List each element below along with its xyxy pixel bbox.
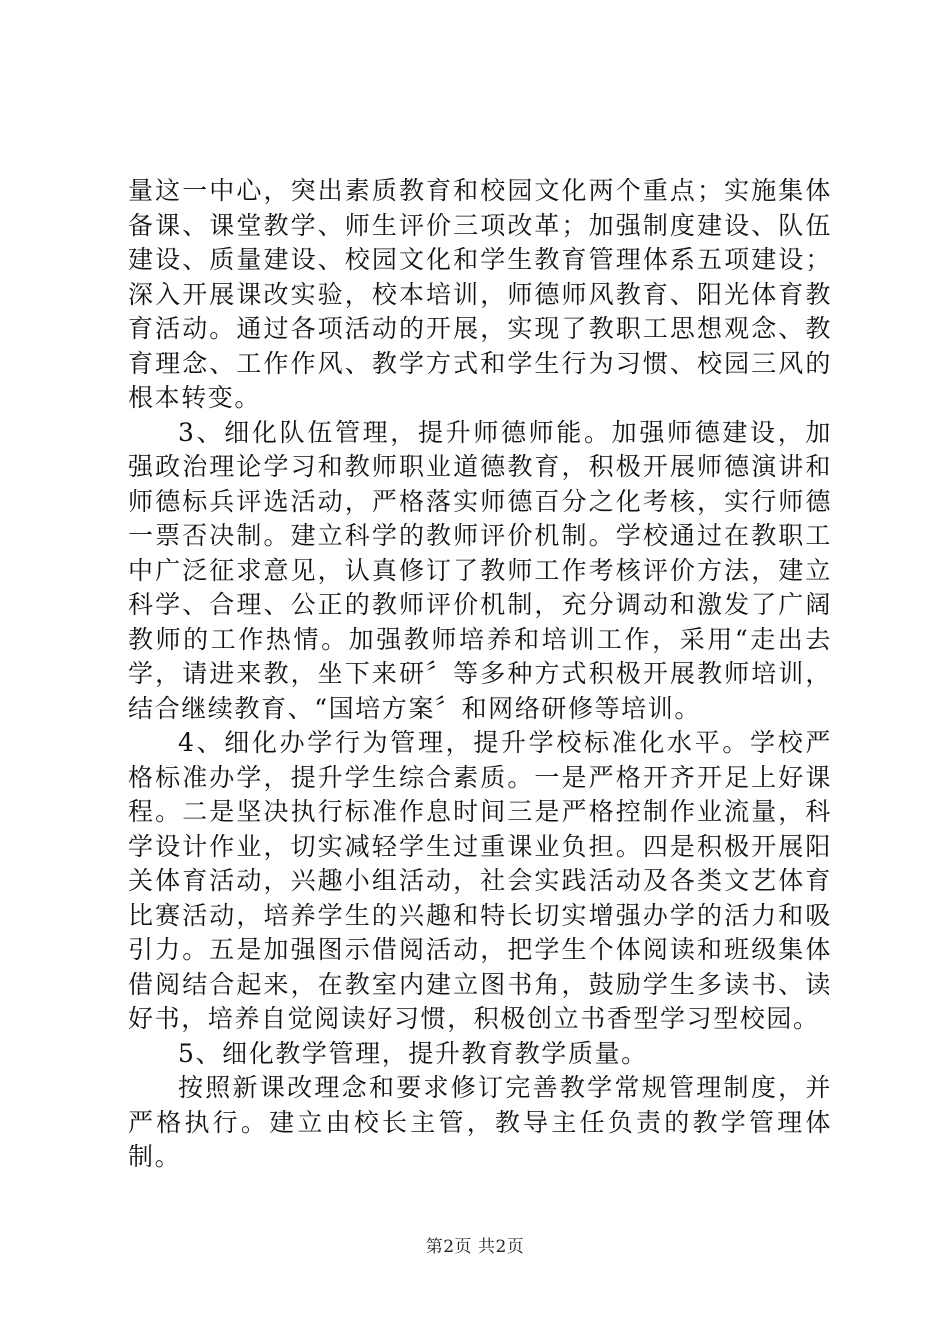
paragraph-teaching-management-heading: 5、细化教学管理，提升教育教学质量。 <box>178 1038 648 1068</box>
page-footer: 第2页 共2页 <box>425 1237 525 1257</box>
paragraph-teaching-rules: 按照新课改理念和要求修订完善教学常规管理制度，并严格执行。建立由校长主管，教导主任负责的教学管理体制。 <box>128 1073 832 1171</box>
paragraph-continuation: 量这一中心，突出素质教育和校园文化两个重点；实施集体备课、课堂教学、师生评价三项改革；加强制度建设、队伍建设、质量建设、校园文化和学生教育管理体系五项建设；深入开展课改实验，校本培训，师德师风教育、阳光体育教育活动。通过各项活动的开展，实现了教职工思想观念、教育理念、工作作风、教学方式和学生行为习惯、校园三风的根本转变。 <box>128 176 832 412</box>
paragraph-school-standards: 4、细化办学行为管理，提升学校标准化水平。学校严格标准办学，提升学生综合素质。一是严格开齐开足上好课程。二是坚决执行标准作息时间三是严格控制作业流量，科学设计作业，切实减轻学生过重课业负担。四是积极开展阳关体育活动，兴趣小组活动，社会实践活动及各类文艺体育比赛活动，培养学生的兴趣和特长切实增强办学的活力和吸引力。五是加强图示借阅活动，把学生个体阅读和班级集体借阅结合起来，在教室内建立图书角，鼓励学生多读书、读好书，培养自觉阅读好习惯，积极创立书香型学习型校园。 <box>128 728 832 1033</box>
document-body <box>128 174 832 1175</box>
paragraph-team-management: 3、细化队伍管理，提升师德师能。加强师德建设，加强政治理论学习和教师职业道德教育，积极开展师德演讲和师德标兵评选活动，严格落实师德百分之化考核，实行师德一票否决制。建立科学的教师评价机制。学校通过在教职工中广泛征求意见，认真修订了教师工作考核评价方法，建立科学、合理、公正的教师评价机制，充分调动和激发了广阔教师的工作热情。加强教师培养和培训工作，采用“走出去学，请进来教，坐下来研〞等多种方式积极开展教师培训，结合继续教育、“国培方案〞和网络研修等培训。 <box>128 417 832 723</box>
